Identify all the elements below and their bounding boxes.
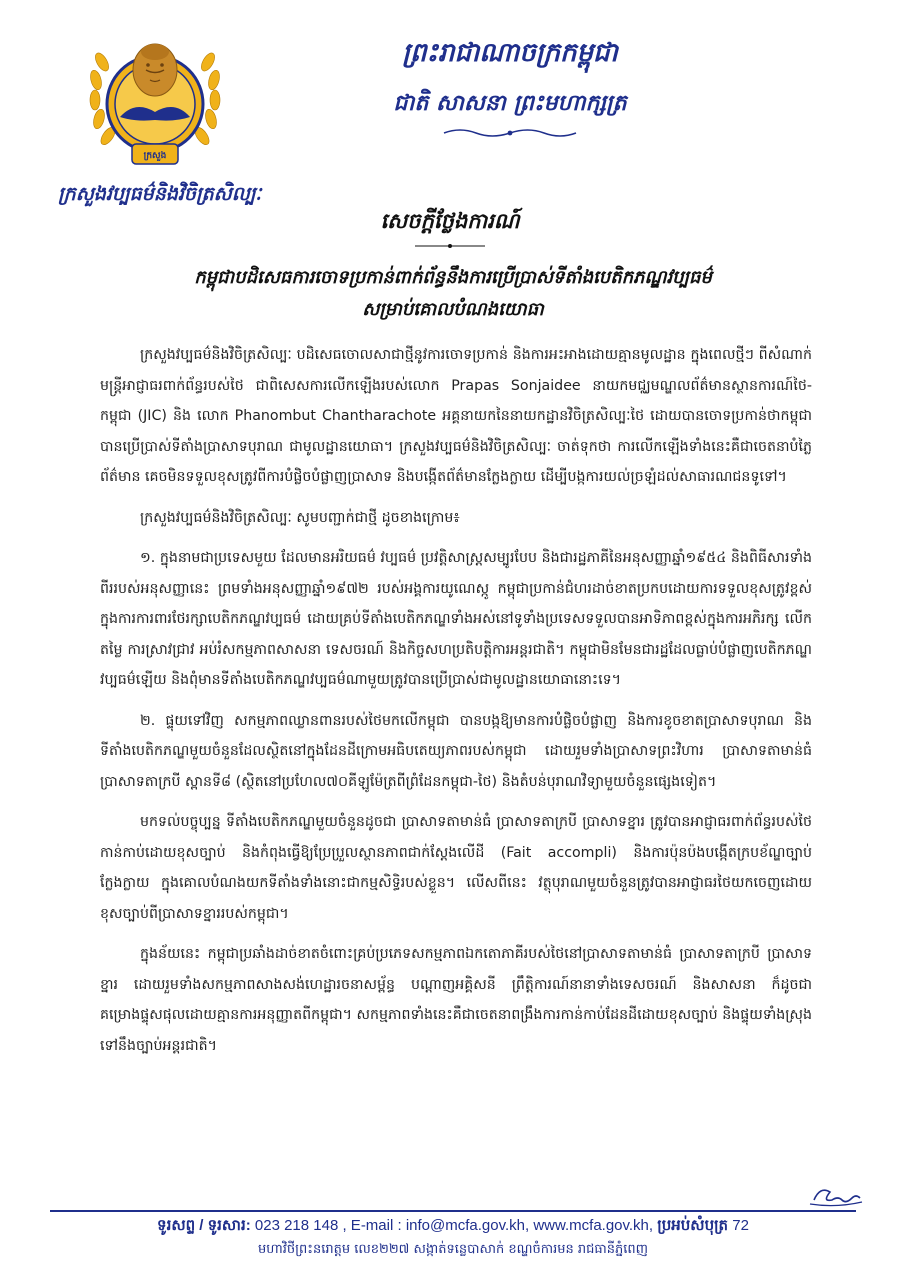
signature-initials-icon xyxy=(808,1180,864,1210)
title-underline-divider xyxy=(415,243,485,249)
ministry-emblem-icon xyxy=(80,22,230,172)
headline-line-1: កម្ពុជាបដិសេធការចោទប្រកាន់ពាក់ព័ន្ធនឹងការប្រើប្រាស់ទីតាំងបេតិកភណ្ឌវប្បធម៌ xyxy=(194,267,712,288)
body-paragraph-5: មកទល់បច្ចុប្បន្ន ទីតាំងបេតិកភណ្ឌមួយចំនួនដូចជា ប្រាសាទតាមាន់ធំ ប្រាសាទតាក្របី ប្រាសាទខ្នារ ត្រូវបានអាជ្ញាធរពាក់ព័ន្ធរបស់ថៃ កាន់កាប់ដោយខុសច្បាប់ និងកំពុងធ្វើឱ្យប្រែប្រួលស្ថានភាពជាក់ស្តែងលើដី (Fait accompli) និងការប៉ុនប៉ងបង្កើតក្របខ័ណ្ឌច្បាប់ក្លែងក្លាយ ក្នុងគោលបំណងយកទីតាំងទាំងនោះជាកម្មសិទ្ធិរបស់ខ្លួន។ លើសពីនេះ វត្ថុបុរាណមួយចំនួនត្រូវបានអាជ្ញាធរថៃយកចេញដោយខុសច្បាប់ពីប្រាសាទខ្នាររបស់កម្ពុជា។ xyxy=(100,814,812,922)
body-paragraph-6: ក្នុងន័យនេះ កម្ពុជាប្រឆាំងដាច់ខាតចំពោះគ្រប់ប្រភេទសកម្មភាពឯកតោភាគីរបស់ថៃនៅប្រាសាទតាមាន់ធំ ប្រាសាទតាក្របី ប្រាសាទខ្នារ ដោយរួមទាំងសកម្មភាពសាងសង់ហេដ្ឋារចនាសម្ព័ន្ធ បណ្តាញអគ្គិសនី ព្រឹត្តិការណ៍នានាទាំងទេសចរណ៍ និងសាសនា ក៏ដូចជាគម្រោងផ្ទុសផុលដោយគ្មានការអនុញ្ញាតពីកម្ពុជា។ សកម្មភាពទាំងនេះគឺជាចេតនាពង្រឹងការកាន់កាប់ដែនដីដោយខុសច្បាប់ និងផ្ទុយទាំងស្រុងទៅនឹងច្បាប់អន្តរជាតិ។ xyxy=(100,946,812,1054)
footer-pobox-label: ប្រអប់សំបុត្រ xyxy=(657,1217,729,1234)
footer-contact-line xyxy=(0,1215,906,1237)
footer-pobox-number: 72 xyxy=(732,1217,749,1234)
statement-headline xyxy=(95,262,811,326)
footer-phone-label: ទូរសព្ទ / ទូរសារ: xyxy=(157,1217,251,1234)
footer-address: មហាវិថីព្រះនរោត្តម លេខ២២៧ សង្កាត់ទន្លេបាសាក់ ខណ្ឌចំការមន រាជធានីភ្នំពេញ xyxy=(257,1242,649,1257)
ornament-divider-icon xyxy=(440,126,580,140)
body-paragraph-3: ១. ក្នុងនាមជាប្រទេសមួយ ដែលមានអរិយធម៌ វប្បធម៌ ប្រវត្តិសាស្ត្រសម្បូរបែប និងជារដ្ឋភាគីនៃអនុសញ្ញាឆ្នាំ១៩៥៤ និងពិធីសារទាំងពីររបស់អនុសញ្ញានេះ ព្រមទាំងអនុសញ្ញាឆ្នាំ១៩៧២ របស់អង្គការយូណេស្កូ កម្ពុជាប្រកាន់ជំហរដាច់ខាតប្រកបដោយការទទួលខុសត្រូវខ្ពស់ក្នុងការការពារថែរក្សាបេតិកភណ្ឌវប្បធម៌ ដោយគ្រប់ទីតាំងបេតិកភណ្ឌទាំងអស់នៅទូទាំងប្រទេសទទួលបានអាទិភាពខ្ពស់ក្នុងការអភិរក្ស លើកតម្លៃ ការស្រាវជ្រាវ អប់រំសកម្មភាពសាសនា ទេសចរណ៍ និងកិច្ចសហប្រតិបត្តិការអន្តរជាតិ។ កម្ពុជាមិនមែនជារដ្ឋដែលធ្លាប់បំផ្លាញបេតិកភណ្ឌវប្បធម៌ឡើយ និងពុំមានទីតាំងបេតិកភណ្ឌវប្បធម៌ណាមួយត្រូវបានប្រើប្រាស់ជាមូលដ្ឋានយោធានោះទេ។ xyxy=(100,550,812,688)
body-paragraph-2: ក្រសួងវប្បធម៌និងវិចិត្រសិល្បៈ សូមបញ្ជាក់ជាថ្មី ដូចខាងក្រោម៖ xyxy=(140,509,460,526)
footer-contact-details: 023 218 148 , E-mail : info@mcfa.gov.kh, www.mcfa.gov.kh, xyxy=(254,1217,654,1234)
national-motto: ជាតិ សាសនា ព្រះមហាក្សត្រ xyxy=(393,90,627,116)
ministry-name: ក្រសួងវប្បធម៌និងវិចិត្រសិល្បៈ xyxy=(58,183,262,205)
statement-body xyxy=(100,340,812,1071)
document-type-title: សេចក្តីថ្លែងការណ៍ xyxy=(380,208,520,233)
emblem-banner-text: ក្រសួង xyxy=(143,151,167,161)
headline-line-2: សម្រាប់គោលបំណងយោធា xyxy=(362,299,544,320)
kingdom-title: ព្រះរាជាណាចក្រកម្ពុជា xyxy=(402,38,618,68)
body-paragraph-1: ក្រសួងវប្បធម៌និងវិចិត្រសិល្បៈ បដិសេធចោលសាជាថ្មីនូវការចោទប្រកាន់ និងការអះអាងដោយគ្មានមូលដ្ឋាន ក្នុងពេលថ្មីៗ ពីសំណាក់មន្ត្រីអាជ្ញាធរពាក់ព័ន្ធរបស់ថៃ ជាពិសេសការលើកឡើងរបស់លោក Prapas Sonjaidee នាយកមជ្ឈមណ្ឌលព័ត៌មានស្ថានការណ៍ថៃ-កម្ពុជា (JIC) និង លោក Phanombut Chantharachote អគ្គនាយកនៃនាយកដ្ឋានវិចិត្រសិល្បៈថៃ ដោយបានចោទប្រកាន់ថាកម្ពុជាបានប្រើប្រាស់ទីតាំងប្រាសាទបុរាណ ជាមូលដ្ឋានយោធា។ ក្រសួងវប្បធម៌និងវិចិត្រសិល្បៈ ចាត់ទុកថា ការលើកឡើងទាំងនេះគឺជាចេតនាបំភ្លៃព័ត៌មាន គេចមិនទទួលខុសត្រូវពីការបំផ្លិចបំផ្លាញប្រាសាទ និងបង្កើតព័ត៌មានក្លែងក្លាយ ដើម្បីបង្កការយល់ច្រឡំដល់សាធារណជនទូទៅ។ xyxy=(100,347,812,485)
footer-divider xyxy=(50,1210,856,1212)
body-paragraph-4: ២. ផ្ទុយទៅវិញ សកម្មភាពឈ្លានពានរបស់ថៃមកលើកម្ពុជា បានបង្កឱ្យមានការបំផ្លិចបំផ្លាញ និងការខូចខាតប្រាសាទបុរាណ និងទីតាំងបេតិកភណ្ឌមួយចំនួនដែលស្ថិតនៅក្នុងដែនដីក្រោមអធិបតេយ្យភាពរបស់កម្ពុជា ដោយរួមទាំងប្រាសាទព្រះវិហារ ប្រាសាទតាមាន់ធំ ប្រាសាទតាក្របី ស្ពានទី៨ (ស្ថិតនៅប្រហែល៧០គីឡូម៉ែត្រពីព្រំដែនកម្ពុជា-ថៃ) និងតំបន់បុរាណវិទ្យាមួយចំនួនផ្សេងទៀត។ xyxy=(100,712,812,790)
